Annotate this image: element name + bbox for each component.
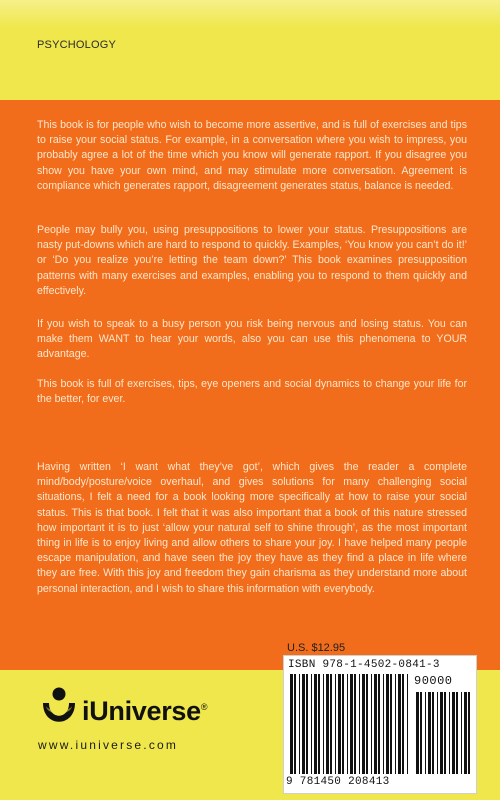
barcode-bar — [386, 674, 389, 774]
publisher-mark-icon — [38, 686, 80, 734]
publisher-website: www.iuniverse.com — [38, 738, 179, 752]
barcode-bar — [437, 692, 438, 774]
barcode-bar — [311, 674, 312, 774]
barcode-bar — [290, 674, 293, 774]
barcode-bar — [294, 674, 296, 774]
barcode-bar — [347, 674, 348, 774]
barcode-bar — [330, 674, 332, 774]
barcode-bar — [449, 692, 450, 774]
registered-mark: ® — [200, 702, 208, 712]
barcode-bar — [374, 674, 377, 774]
barcode-bar — [383, 674, 384, 774]
publisher-logo — [38, 686, 268, 746]
blurb-paragraph-4: This book is full of exercises, tips, eye openers and social dynamics to change your life for the better, for ever. — [37, 378, 467, 406]
barcode-bar — [420, 692, 422, 774]
barcode-bar — [468, 692, 470, 774]
publisher-name — [82, 696, 207, 727]
barcode-bar — [425, 692, 426, 774]
isbn-text: ISBN 978-1-4502-0841-3 — [288, 659, 440, 671]
price-label: U.S. $12.95 — [287, 642, 346, 654]
barcode-bar — [306, 674, 308, 774]
category-label: PSYCHOLOGY — [37, 39, 117, 51]
barcode-bar — [452, 692, 455, 774]
author-paragraph: Having written ‘I want what they’ve got’, which gives the reader a complete mind/body/posture/voice overhaul, and gives solutions for many challenging social situations, I felt a need for a book looking more specifically at how to raise your social status. This is that book. I felt that it was also important that a book of this nature stressed how important it is to just ‘allow your natural self to shine through’, as the most important thing in life is to enjoy living and allow others to share your joy. I have helped many people escape manipulation, and have seen the joy they have as they find a place in life where they are free. With this joy and freedom they gain charisma as they understand more about personal interaction, and I wish to share this information with everybody. — [37, 461, 467, 595]
addon-bars — [416, 692, 470, 774]
blurb-paragraph-2: People may bully you, using presuppositions to lower your status. Presuppositions are nasty put-downs which are hard to respond to quickly. Examples, ‘You know you can’t do it!’ or ‘Do you realize you’re letting the team down?’ This book examines presupposition patterns with many exercises and examples, enabling you to respond to them quickly and effectively. — [37, 224, 467, 297]
barcode-bar — [464, 692, 467, 774]
ean-bars — [290, 674, 408, 774]
barcode-bar — [407, 674, 408, 774]
barcode-bar — [366, 674, 368, 774]
barcode-bar — [390, 674, 392, 774]
barcode-bar — [338, 674, 341, 774]
barcode-bar — [416, 692, 419, 774]
barcode-bar — [402, 674, 404, 774]
barcode-bar — [456, 692, 458, 774]
barcode-bar — [350, 674, 353, 774]
barcode-bar — [342, 674, 344, 774]
barcode-bar — [362, 674, 365, 774]
barcode-bar — [299, 674, 300, 774]
barcode-bar — [428, 692, 431, 774]
ean-number: 9 781450 208413 — [286, 776, 390, 788]
barcode-bar — [314, 674, 317, 774]
barcode-bar — [335, 674, 336, 774]
barcode-bar — [398, 674, 401, 774]
blurb-paragraph-1: This book is for people who wish to become more assertive, and is full of exercises and tips to raise your social status. For example, in a conversation where you wish to impress, you probably agree a lot of the time which you know will generate rapport. If you disagree you show you have your own mind, and may stimulate more conversation. Agreement is compliance which generates rapport, disagreement generates status, balance is needed. — [37, 119, 467, 192]
barcode-bar — [378, 674, 380, 774]
barcode-bar — [359, 674, 360, 774]
barcode-bar — [318, 674, 320, 774]
barcode-block — [283, 655, 477, 794]
barcode-bar — [323, 674, 324, 774]
barcode-bar — [302, 674, 305, 774]
barcode-bar — [444, 692, 446, 774]
publisher-name-text: iUniverse — [82, 696, 201, 726]
barcode-bar — [354, 674, 356, 774]
addon-code: 90000 — [414, 674, 453, 688]
blurb-paragraph-3: If you wish to speak to a busy person you risk being nervous and losing status. You can make them WANT to hear your words, also you can use this phenomena to YOUR advantage. — [37, 318, 467, 361]
barcode-bar — [461, 692, 462, 774]
barcode-bar — [395, 674, 396, 774]
barcode-bar — [371, 674, 372, 774]
barcode-bar — [432, 692, 434, 774]
barcode-bar — [440, 692, 443, 774]
barcode-bar — [326, 674, 329, 774]
top-yellow-band — [0, 0, 500, 100]
